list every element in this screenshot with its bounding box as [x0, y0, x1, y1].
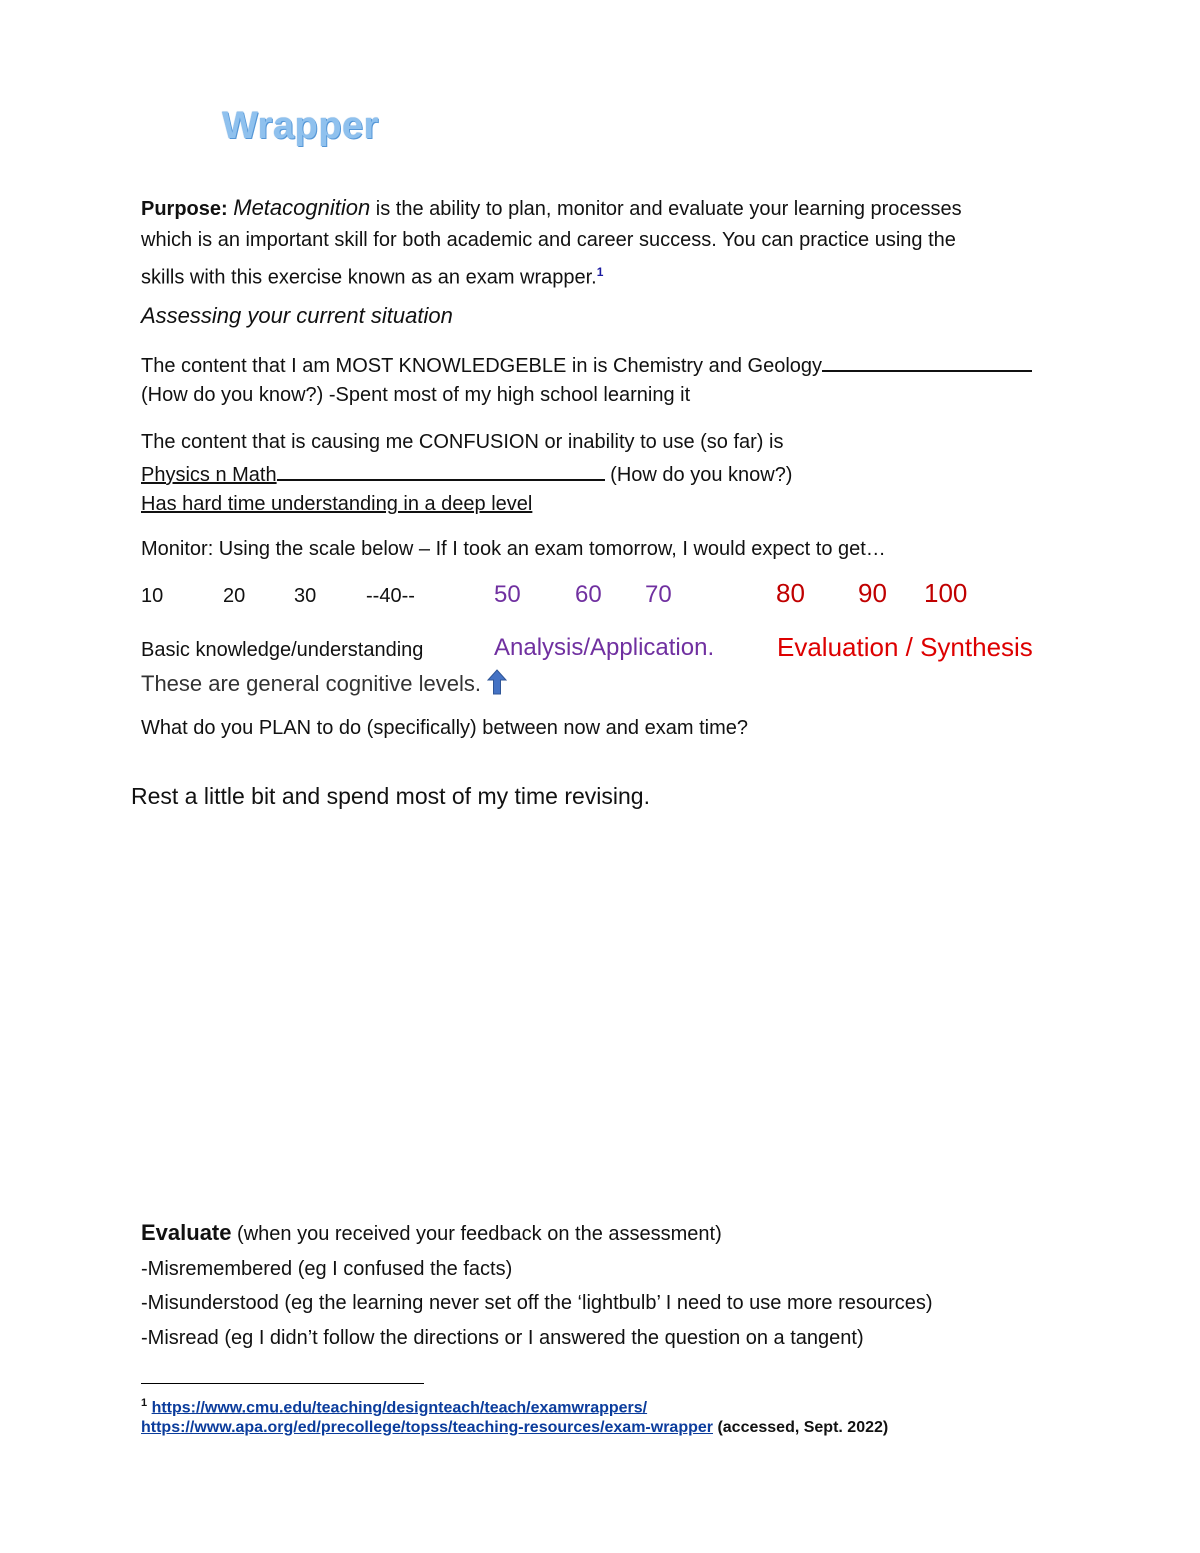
- confusion-blank: [277, 461, 605, 481]
- footnote-link-cmu[interactable]: https://www.cmu.edu/teaching/designteach/teach/examwrappers/: [151, 1399, 648, 1417]
- footnote-link-apa[interactable]: https://www.apa.org/ed/precollege/topss/teaching-resources/exam-wrapper: [141, 1419, 713, 1436]
- purpose-term: Metacognition: [233, 195, 371, 220]
- purpose-line-2: which is an important skill for both academic and career success. You can practice using the: [141, 229, 956, 251]
- purpose-line-1: [141, 196, 962, 221]
- footnote-accessed: (accessed, Sept. 2022): [713, 1419, 889, 1436]
- level-evaluation: Evaluation / Synthesis: [777, 632, 1033, 662]
- footnote-reference[interactable]: 1: [596, 265, 604, 279]
- purpose-label: Purpose:: [141, 198, 228, 220]
- scale-value: 100: [924, 578, 968, 608]
- level-basic: Basic knowledge/understanding: [141, 639, 424, 661]
- purpose-line-3-text: skills with this exercise known as an exam wrapper.: [141, 266, 597, 289]
- monitor-line: Monitor: Using the scale below – If I took an exam tomorrow, I would expect to get…: [141, 538, 886, 560]
- footnote-line-2: [141, 1418, 888, 1438]
- assess-heading: Assessing your current situation: [141, 303, 453, 328]
- confusion-how: (How do you know?): [604, 464, 793, 486]
- levels-note-line: [141, 669, 507, 697]
- knowledgeable-text: The content that I am MOST KNOWLEDGEBLE in is Chemistry and Geology: [141, 355, 823, 377]
- knowledgeable-line: [141, 352, 1032, 378]
- plan-question: What do you PLAN to do (specifically) between now and exam time?: [141, 717, 748, 739]
- evaluate-item: -Misunderstood (eg the learning never set off the ‘lightbulb’ I need to use more resources): [141, 1292, 933, 1314]
- knowledgeable-blank: [822, 352, 1032, 372]
- evaluate-label: Evaluate: [141, 1220, 232, 1245]
- scale-value: 80: [776, 578, 805, 608]
- scale-value: 90: [858, 578, 887, 608]
- evaluate-line: [141, 1221, 722, 1246]
- scale-value: 60: [575, 581, 602, 608]
- confusion-answer: Physics n Math: [141, 464, 277, 486]
- up-arrow-icon: [487, 669, 507, 695]
- document-title: Wrapper: [222, 105, 379, 147]
- scale-value: 30: [294, 585, 317, 607]
- levels-note: These are general cognitive levels.: [141, 671, 481, 696]
- scale-value: 20: [223, 585, 246, 607]
- scale-value: 10: [141, 585, 164, 607]
- evaluate-item: -Misread (eg I didn’t follow the directions or I answered the question on a tangent): [141, 1327, 864, 1349]
- footnote-mark: 1: [141, 1397, 148, 1409]
- confusion-reason: Has hard time understanding in a deep level: [141, 493, 533, 515]
- confusion-answer-line: [141, 461, 792, 487]
- scale-value: --40--: [366, 585, 415, 607]
- footnote-separator: [141, 1383, 424, 1384]
- evaluate-item: -Misremembered (eg I confused the facts): [141, 1258, 513, 1280]
- scale-value: 50: [494, 581, 521, 608]
- footnote-line-1: [141, 1393, 647, 1418]
- evaluate-desc: (when you received your feedback on the assessment): [231, 1223, 722, 1245]
- knowledgeable-how: (How do you know?) -Spent most of my high school learning it: [141, 384, 691, 406]
- scale-value: 70: [645, 581, 672, 608]
- purpose-line-1-rest: is the ability to plan, monitor and evaluate your learning processes: [370, 198, 962, 220]
- plan-answer[interactable]: Rest a little bit and spend most of my time revising.: [131, 783, 650, 809]
- confusion-line: The content that is causing me CONFUSION or inability to use (so far) is: [141, 431, 784, 453]
- level-analysis: Analysis/Application.: [494, 634, 715, 661]
- purpose-line-3: [141, 260, 603, 290]
